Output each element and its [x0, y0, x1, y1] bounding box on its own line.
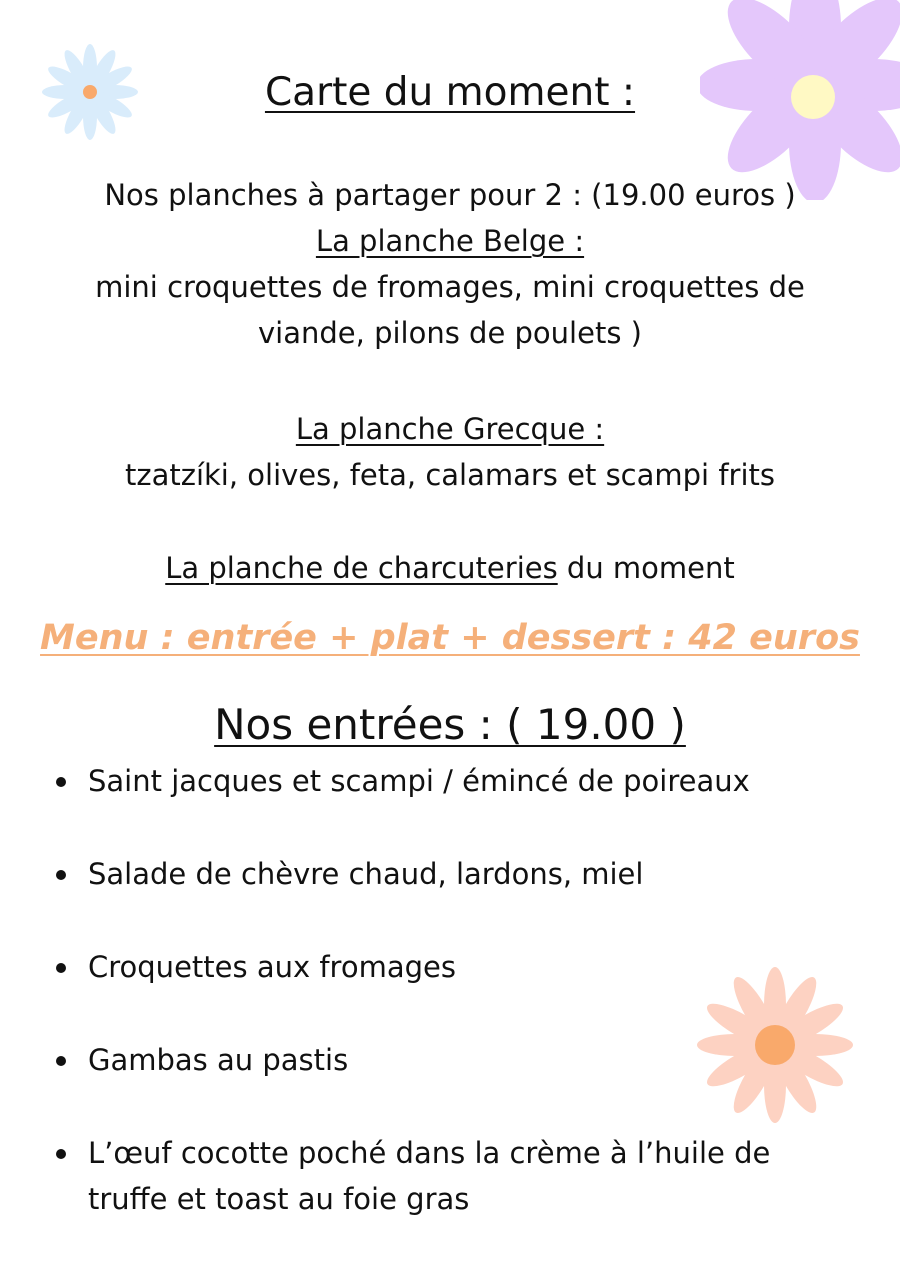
menu-price-line: Menu : entrée + plat + dessert : 42 euros: [40, 618, 860, 658]
planche-grecque-description: tzatzíki, olives, feta, calamars et scampi frits: [124, 458, 775, 492]
entree-item-text: L’œuf cocotte poché dans la crème à l’huile de truffe et toast au foie gras: [88, 1136, 771, 1216]
entree-item-text: Saint jacques et scampi / émincé de poireaux: [88, 764, 750, 798]
entree-item-text: Gambas au pastis: [88, 1043, 349, 1077]
planche-belge-description: mini croquettes de fromages, mini croquettes de viande, pilons de poulets ): [95, 270, 805, 350]
planche-grecque-title: La planche Grecque :: [295, 412, 605, 446]
planche-charcuteries-section: [40, 545, 860, 591]
bullet-icon: [56, 963, 66, 973]
entree-item-text: Croquettes aux fromages: [88, 950, 456, 984]
planche-charcuteries-title: La planche de charcuteries: [165, 551, 558, 585]
planches-section: [40, 172, 860, 356]
list-item: [48, 851, 828, 897]
bullet-icon: [56, 1056, 66, 1066]
entree-item-text: Salade de chèvre chaud, lardons, miel: [88, 857, 644, 891]
entrees-title: Nos entrées : ( 19.00 ): [214, 700, 686, 749]
planche-charcuteries-suffix: du moment: [557, 551, 735, 585]
bullet-icon: [56, 777, 66, 787]
list-item: [48, 944, 828, 990]
entrees-list: [48, 758, 828, 1269]
bullet-icon: [56, 1149, 66, 1159]
planches-intro: Nos planches à partager pour 2 : (19.00 euros ): [104, 178, 796, 212]
list-item: [48, 758, 828, 804]
planche-grecque-section: [40, 406, 860, 498]
list-item: [48, 1130, 828, 1222]
list-item: [48, 1037, 828, 1083]
bullet-icon: [56, 870, 66, 880]
planche-belge-title: La planche Belge :: [315, 224, 585, 258]
page-title: Carte du moment :: [264, 70, 636, 115]
